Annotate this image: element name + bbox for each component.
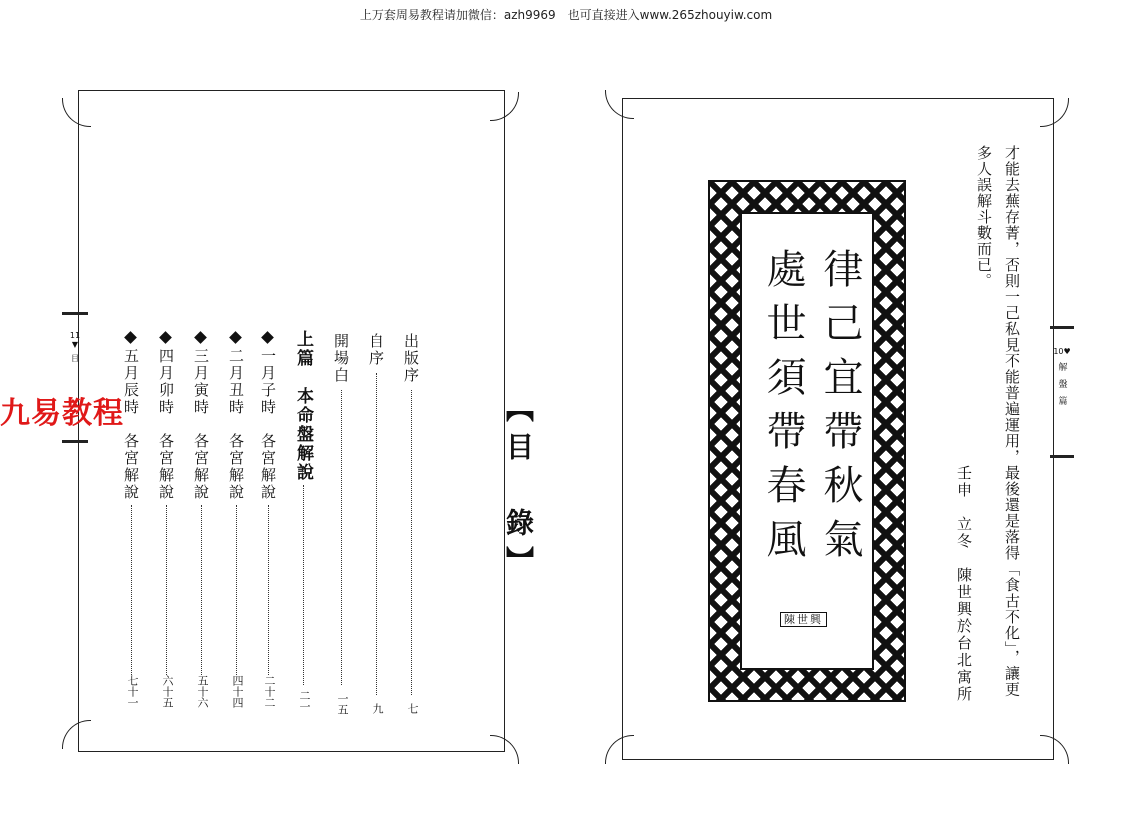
toc-entry-label[interactable]: 四月卯時 各宮解說 bbox=[157, 348, 175, 501]
corner-bottom-right bbox=[1040, 735, 1069, 764]
toc-entry-page: 七十一 bbox=[126, 675, 139, 708]
toc-entry-label[interactable]: 二月丑時 各宮解說 bbox=[227, 348, 245, 501]
heart-icon: ♥ bbox=[1063, 347, 1071, 356]
header-text: 上万套周易教程请加微信：azh9969 也可直接进入www.265zhouyiw.com bbox=[359, 8, 773, 22]
chevron-down-icon: ▼ bbox=[71, 340, 79, 349]
signature: 壬申 立冬 陳世興於台北寓所 bbox=[955, 465, 973, 703]
toc-entry-label[interactable]: 開場白 bbox=[332, 333, 350, 384]
toc-entry-page: 六十五 bbox=[161, 675, 174, 708]
toc-leader bbox=[268, 505, 269, 675]
toc-leader bbox=[376, 373, 377, 695]
corner-top-left bbox=[62, 98, 91, 127]
toc-leader bbox=[201, 505, 202, 675]
toc-leader bbox=[236, 505, 237, 675]
right-page-tab bbox=[1050, 326, 1074, 458]
corner-top-right bbox=[490, 92, 519, 121]
toc-leader bbox=[166, 505, 167, 675]
left-page bbox=[78, 90, 535, 752]
toc-entry-label[interactable]: 自序 bbox=[367, 333, 385, 367]
corner-top-left bbox=[605, 90, 634, 119]
toc-entry-label[interactable]: 三月寅時 各宮解說 bbox=[192, 348, 210, 501]
toc-entry-page: 二十二 bbox=[263, 675, 276, 708]
corner-bottom-right bbox=[490, 735, 519, 764]
toc-leader bbox=[411, 390, 412, 695]
watermark-text: 九易教程 bbox=[0, 396, 124, 431]
toc-entry-label[interactable]: 一月子時 各宮解說 bbox=[259, 348, 277, 501]
toc-leader bbox=[131, 505, 132, 675]
corner-bottom-left bbox=[605, 735, 634, 764]
toc-entry-page: 九 bbox=[371, 703, 384, 714]
toc-leader bbox=[303, 485, 304, 685]
seal-stamp: 陳世興 bbox=[780, 612, 827, 627]
toc-entry-label[interactable]: 五月辰時 各宮解說 bbox=[122, 348, 140, 501]
body-text-column: 才能去蕪存菁，否則一己私見不能普遍運用，最後還是落得「食古不化」，讓更 bbox=[1003, 145, 1021, 698]
page-number: 11 bbox=[69, 331, 81, 340]
corner-top-right bbox=[1040, 98, 1069, 127]
toc-leader bbox=[341, 390, 342, 685]
tab-label: 目 bbox=[71, 354, 79, 363]
corner-bottom-left bbox=[62, 720, 91, 749]
toc-section-heading[interactable]: 上篇 本命盤解說 bbox=[293, 330, 313, 482]
toc-title: 【目 錄】 bbox=[502, 394, 535, 584]
toc-entry-page: 五十六 bbox=[196, 675, 209, 708]
toc-entry-page: 一五 bbox=[336, 693, 349, 715]
toc-entry-page: 二一 bbox=[298, 690, 311, 712]
calligraphy-line: 處世須帶春風 bbox=[760, 248, 806, 572]
page-number: 10 bbox=[1053, 347, 1064, 356]
toc-entry-page: 四十四 bbox=[231, 675, 244, 708]
toc-entry-label[interactable]: 出版序 bbox=[402, 333, 420, 384]
toc-entry-page: 七 bbox=[406, 703, 419, 714]
tab-label: 解盤篇 bbox=[1056, 362, 1067, 413]
calligraphy-line: 律己宜帶秋氣 bbox=[817, 248, 863, 572]
body-text-column: 多人誤解斗數而已。 bbox=[975, 145, 993, 289]
